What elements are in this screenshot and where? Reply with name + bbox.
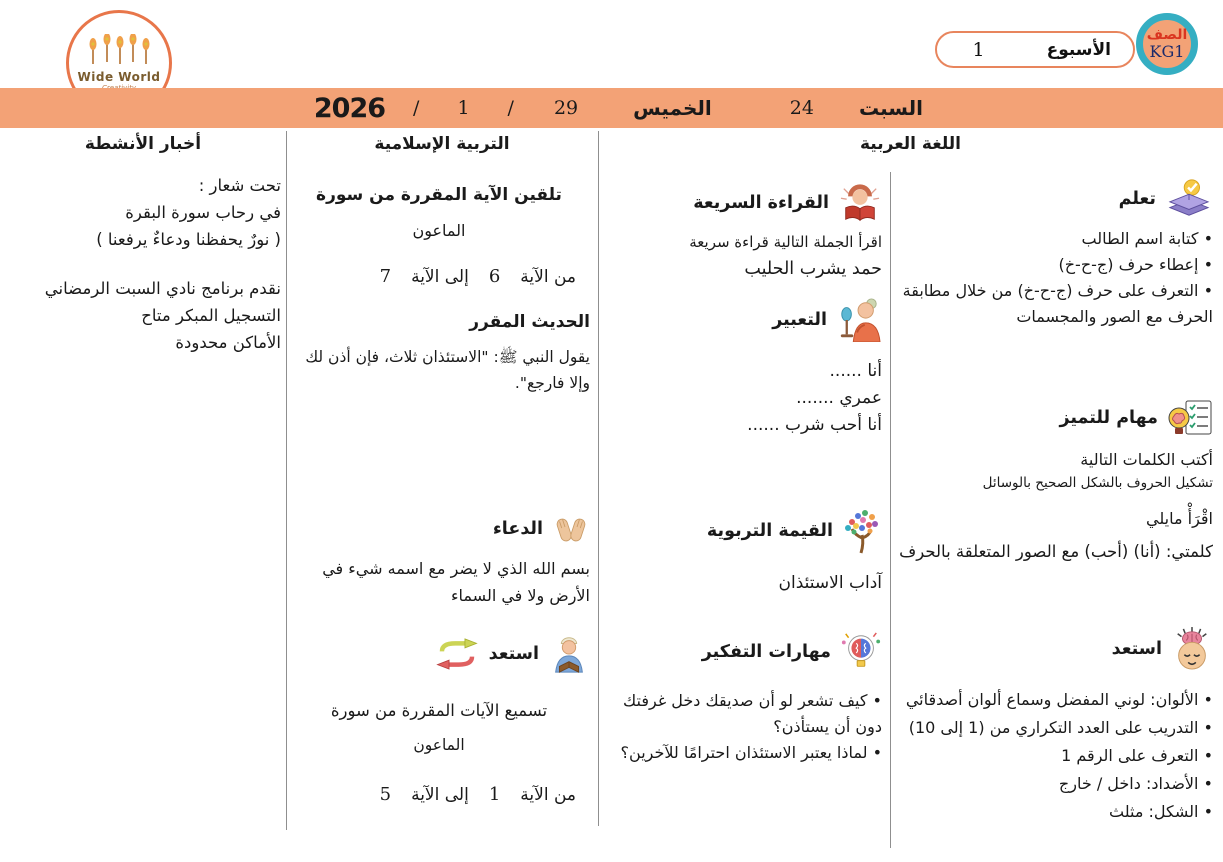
activities-content: [9, 172, 281, 356]
day-end-label: الخميس: [633, 96, 712, 120]
activities-slogan-line: تحت شعار :: [198, 176, 281, 195]
date-banner: [0, 88, 1223, 128]
islamic-dua-section: [288, 513, 590, 609]
logo-name: Wide World: [77, 70, 161, 84]
to-ayah-label: إلى الآية: [411, 266, 469, 287]
tasks-line: كلمتي: (أنا) (أحب) مع الصور المتعلقة بالحرف: [899, 542, 1213, 561]
speaker-woman-icon: [836, 298, 882, 342]
islamic-ayah-section: [288, 185, 590, 287]
to-ayah-label: إلى الآية: [411, 784, 469, 805]
hadith-heading: الحديث المقرر: [469, 312, 590, 332]
learn-bullet: • كتابة اسم الطالب: [1081, 229, 1213, 248]
ready-bullet: • الشكل: مثلث: [1109, 802, 1213, 821]
surah-name: الماعون: [412, 221, 466, 240]
ready-bullet: • الأضداد: داخل / خارج: [1058, 774, 1213, 793]
day-end-number: 29: [553, 97, 579, 119]
fast-reading-sentence: حمد يشرب الحليب: [744, 259, 882, 279]
quran-boy-icon: [548, 633, 590, 675]
dua-title: الدعاء: [492, 519, 543, 539]
from-ayah-number: 6: [488, 266, 501, 287]
from-ayah-label: من الآية: [520, 784, 576, 805]
activities-slogan-line: ( نورٌ يحفظنا ودعاءٌ يرفعنا ): [96, 230, 281, 249]
tasks-line: اقْرَأْ مايلي: [1146, 509, 1213, 528]
arabic-ready-title: استعد: [1111, 639, 1162, 659]
educational-value-text: آداب الاستئذان: [778, 573, 882, 593]
brain-bulb-icon: [840, 630, 882, 674]
thinking-bullet: • كيف تشعر لو أن صديقك دخل غرفتك دون أن يستأذن؟: [623, 691, 882, 736]
day-start-number: 24: [789, 97, 814, 119]
colorful-tree-icon: [842, 508, 882, 554]
excellence-tasks-section: [891, 398, 1213, 561]
learn-bullet: • إعطاء حرف (ج-ح-خ): [1058, 255, 1213, 274]
learn-section: [891, 178, 1213, 330]
excellence-tasks-title: مهام للتميز: [1059, 408, 1158, 428]
expression-line: أنا ......: [829, 361, 882, 381]
week-label: الأسبوع: [1046, 39, 1111, 60]
thinking-bullet: • لماذا يعتبر الاستئذان احترامًا للآخرين؟: [620, 743, 882, 762]
ayah-heading: تلقين الآية المقررة من سورة: [316, 185, 562, 205]
ayah-range: [288, 784, 590, 805]
activities-news-line: التسجيل المبكر متاح: [141, 306, 281, 325]
column-header-islamic: التربية الإسلامية: [374, 134, 510, 154]
checklist-bulb-icon: [1167, 398, 1213, 438]
expression-line: عمري .......: [796, 388, 882, 408]
column-divider: [598, 131, 599, 826]
to-ayah-number: 5: [379, 784, 392, 805]
books-bulb-icon: [1165, 178, 1213, 220]
hadith-text: يقول النبي ﷺ: "الاستئذان ثلاث، فإن أذن لك وإلا فارجع".: [305, 348, 590, 392]
educational-value-title: القيمة التربوية: [706, 521, 833, 541]
date-slash: /: [507, 97, 514, 119]
date-slash: /: [413, 97, 420, 119]
reading-girl-icon: [838, 183, 882, 223]
ayah-range: [288, 266, 590, 287]
to-ayah-number: 7: [379, 266, 392, 287]
dua-text: بسم الله الذي لا يضر مع اسمه شيء في الأرض ولا في السماء: [322, 559, 590, 605]
ready-bullet: • التعرف على الرقم 1: [1061, 746, 1213, 765]
column-divider: [286, 131, 287, 830]
from-ayah-number: 1: [488, 784, 501, 805]
activities-news-line: الأماكن محدودة: [175, 333, 281, 352]
class-badge: [1136, 13, 1198, 75]
educational-value-section: [606, 508, 882, 596]
fast-reading-instruction: اقرأ الجملة التالية قراءة سريعة: [689, 233, 882, 251]
activities-slogan-line: في رحاب سورة البقرة: [125, 203, 281, 222]
islamic-ready-section: [288, 633, 590, 805]
month-number: 1: [457, 97, 470, 119]
ready-bullet: • الألوان: لوني المفضل وسماع ألوان أصدقائي: [905, 690, 1213, 709]
tasks-line: تشكيل الحروف بالشكل الصحيح بالوسائل: [982, 475, 1213, 491]
year-number: 2026: [313, 92, 386, 124]
week-badge: [935, 31, 1135, 68]
praying-hands-icon: [552, 513, 590, 545]
islamic-hadith-section: [288, 312, 590, 396]
surah-name: الماعون: [413, 736, 465, 754]
thinking-skills-section: [600, 630, 882, 766]
learn-title: تعلم: [1118, 189, 1156, 209]
expression-title: التعبير: [772, 310, 827, 330]
thinking-skills-title: مهارات التفكير: [701, 642, 831, 662]
expression-line: أنا أحب شرب ......: [747, 415, 882, 435]
class-label: الصف: [1146, 26, 1188, 43]
column-header-activities: أخبار الأنشطة: [84, 134, 202, 154]
fast-reading-section: [606, 183, 882, 279]
expression-section: [606, 298, 882, 439]
class-value: KG1: [1149, 41, 1185, 61]
ready-bullet: • التدريب على العدد التكراري من (1 إلى 10): [908, 718, 1213, 737]
from-ayah-label: من الآية: [520, 266, 576, 287]
mindful-head-icon: [1171, 626, 1213, 672]
islamic-ready-title: استعد: [488, 644, 539, 664]
column-header-arabic: اللغة العربية: [860, 134, 961, 154]
recite-line: تسميع الآيات المقررة من سورة: [330, 701, 548, 720]
arabic-ready-section: [883, 626, 1213, 826]
activities-news-line: نقدم برنامج نادي السبت الرمضاني: [44, 279, 281, 298]
repeat-arrows-icon: [434, 638, 480, 670]
fast-reading-title: القراءة السريعة: [693, 193, 829, 213]
wheat-trees-icon: [83, 34, 155, 70]
tasks-line: أكتب الكلمات التالية: [1080, 450, 1213, 469]
learn-bullet: • التعرف على حرف (ج-ح-خ) من خلال مطابقة الحرف مع الصور والمجسمات: [902, 281, 1213, 326]
week-value: 1: [972, 38, 985, 61]
day-start-label: السبت: [858, 96, 923, 120]
